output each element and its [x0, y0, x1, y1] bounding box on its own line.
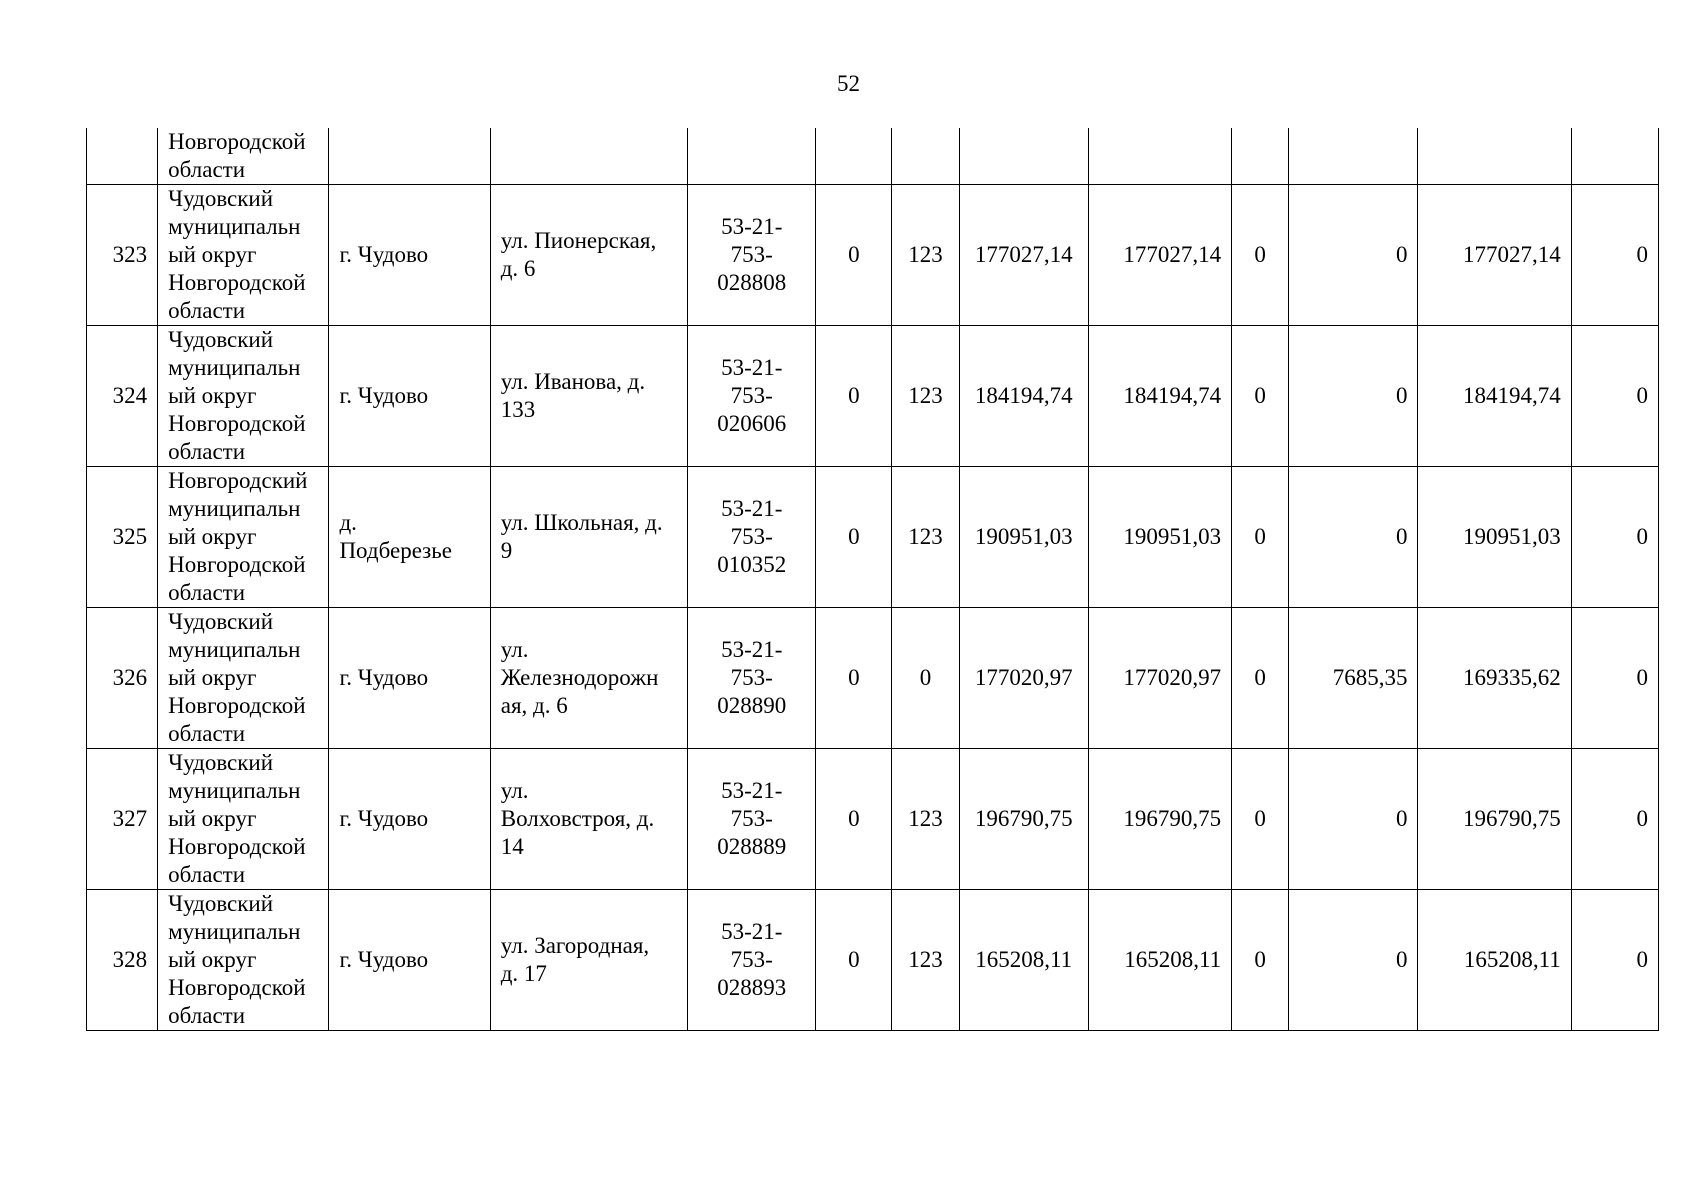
value-cell-9: 177027,14 — [1088, 185, 1231, 326]
settlement-cell — [329, 326, 490, 467]
municipality-line: ый округ — [168, 242, 257, 267]
value-cell-11: 0 — [1289, 185, 1418, 326]
value-cell-12: 184194,74 — [1418, 326, 1571, 467]
cadastral-code-line: 53-21- — [721, 214, 783, 239]
cadastral-code-line: 028893 — [717, 975, 787, 1000]
table-row — [87, 749, 1659, 890]
address-line: Железнодорожн — [500, 665, 659, 690]
settlement-cell — [329, 185, 490, 326]
value-cell-10: 0 — [1232, 467, 1289, 608]
municipality-line: Новгородской — [168, 129, 306, 154]
settlement-cell — [329, 608, 490, 749]
value-cell-8: 177020,97 — [959, 608, 1088, 749]
value-cell-7: 0 — [892, 608, 959, 749]
address-cell — [490, 185, 687, 326]
municipality-line: Новгородской — [168, 693, 306, 718]
table-row — [87, 890, 1659, 1031]
value-cell-7: 123 — [892, 890, 959, 1031]
cadastral-code-line: 028890 — [717, 693, 787, 718]
value-cell-12: 190951,03 — [1418, 467, 1571, 608]
value-cell-9: 165208,11 — [1088, 890, 1231, 1031]
municipality-cell — [158, 128, 329, 185]
value-cell-12: 169335,62 — [1418, 608, 1571, 749]
municipality-cell — [158, 749, 329, 890]
municipality-line: муниципальн — [168, 637, 301, 662]
value-cell-12: 177027,14 — [1418, 185, 1571, 326]
municipality-line: Новгородской — [168, 270, 306, 295]
cadastral-code-cell — [688, 608, 816, 749]
row-number-cell: 327 — [87, 749, 158, 890]
municipality-cell — [158, 326, 329, 467]
cadastral-code-line: 53-21- — [721, 496, 783, 521]
value-cell-6: 0 — [816, 608, 892, 749]
address-line: ул. Загородная, — [500, 933, 650, 958]
value-cell-11: 0 — [1289, 326, 1418, 467]
municipality-line: области — [168, 298, 246, 323]
cadastral-code-line: 753- — [730, 524, 773, 549]
municipality-line: области — [168, 580, 246, 605]
continued-row — [87, 128, 1659, 185]
cadastral-code-line: 028889 — [717, 834, 787, 859]
page-number: 52 — [837, 71, 860, 96]
value-cell-11: 0 — [1289, 749, 1418, 890]
cadastral-code-line: 53-21- — [721, 919, 783, 944]
table-row — [87, 467, 1659, 608]
address-cell — [490, 749, 687, 890]
address-line: д. 6 — [500, 256, 536, 281]
row-number-cell: 324 — [87, 326, 158, 467]
cadastral-code-line: 53-21- — [721, 778, 783, 803]
municipality-line: Чудовский — [168, 750, 274, 775]
settlement-line: д. — [339, 510, 357, 535]
cadastral-code-line: 53-21- — [721, 637, 783, 662]
value-cell-7: 123 — [892, 749, 959, 890]
address-line: Волховстроя, д. — [500, 806, 655, 831]
municipality-cell — [158, 467, 329, 608]
cadastral-code-line: 010352 — [717, 552, 787, 577]
value-cell-7: 123 — [892, 185, 959, 326]
municipality-line: ый округ — [168, 524, 257, 549]
address-line: 9 — [500, 538, 513, 563]
row-number-cell: 325 — [87, 467, 158, 608]
value-cell-13: 0 — [1571, 326, 1658, 467]
municipality-line: области — [168, 862, 246, 887]
cadastral-code-line: 753- — [730, 947, 773, 972]
address-line: 14 — [500, 834, 524, 859]
municipality-cell — [158, 185, 329, 326]
cadastral-code-line: 020606 — [717, 411, 787, 436]
value-cell-11: 0 — [1289, 467, 1418, 608]
value-cell-12: 196790,75 — [1418, 749, 1571, 890]
value-cell-10: 0 — [1232, 749, 1289, 890]
cadastral-code-cell — [688, 749, 816, 890]
value-cell-10: 0 — [1232, 608, 1289, 749]
value-cell-6: 0 — [816, 749, 892, 890]
table-row — [87, 326, 1659, 467]
municipality-line: Чудовский — [168, 327, 274, 352]
row-number-cell: 323 — [87, 185, 158, 326]
value-cell-9: 190951,03 — [1088, 467, 1231, 608]
value-cell-13: 0 — [1571, 185, 1658, 326]
settlement-line: г. Чудово — [339, 665, 429, 690]
municipality-line: Новгородской — [168, 975, 306, 1000]
table-body — [87, 185, 1659, 1031]
address-line: ул. Иванова, д. — [500, 369, 646, 394]
address-line: ул. — [500, 637, 529, 662]
cadastral-code-cell — [688, 185, 816, 326]
value-cell-13: 0 — [1571, 467, 1658, 608]
municipality-line: ый округ — [168, 947, 257, 972]
value-cell-6: 0 — [816, 326, 892, 467]
value-cell-10: 0 — [1232, 185, 1289, 326]
value-cell-13: 0 — [1571, 890, 1658, 1031]
municipality-line: Новгородской — [168, 411, 306, 436]
value-cell-6: 0 — [816, 185, 892, 326]
municipality-line: Новгородский — [168, 468, 308, 493]
municipality-line: муниципальн — [168, 496, 301, 521]
municipality-line: муниципальн — [168, 778, 301, 803]
settlement-line: Подберезье — [339, 538, 452, 563]
settlement-cell — [329, 890, 490, 1031]
row-number-cell: 328 — [87, 890, 158, 1031]
table-row — [87, 185, 1659, 326]
municipality-line: Чудовский — [168, 186, 274, 211]
value-cell-10: 0 — [1232, 326, 1289, 467]
address-line: 133 — [500, 397, 536, 422]
value-cell-10: 0 — [1232, 890, 1289, 1031]
cadastral-code-line: 53-21- — [721, 355, 783, 380]
address-line: ул. Школьная, д. — [500, 510, 663, 535]
value-cell-6: 0 — [816, 890, 892, 1031]
settlement-line: г. Чудово — [339, 806, 429, 831]
address-line: ул. Пионерская, — [500, 228, 657, 253]
value-cell-8: 177027,14 — [959, 185, 1088, 326]
address-line: ул. — [500, 778, 529, 803]
municipality-line: ый округ — [168, 665, 257, 690]
municipality-line: Новгородской — [168, 552, 306, 577]
registry-table — [86, 128, 1659, 1031]
value-cell-13: 0 — [1571, 608, 1658, 749]
value-cell-6: 0 — [816, 467, 892, 608]
municipality-cell — [158, 608, 329, 749]
value-cell-11: 0 — [1289, 890, 1418, 1031]
settlement-line: г. Чудово — [339, 242, 429, 267]
cadastral-code-cell — [688, 467, 816, 608]
municipality-line: области — [168, 157, 246, 182]
cadastral-code-line: 753- — [730, 806, 773, 831]
address-cell — [490, 890, 687, 1031]
cadastral-code-line: 753- — [730, 383, 773, 408]
cadastral-code-line: 028808 — [717, 270, 787, 295]
value-cell-8: 196790,75 — [959, 749, 1088, 890]
value-cell-9: 177020,97 — [1088, 608, 1231, 749]
municipality-line: муниципальн — [168, 355, 301, 380]
address-line: ая, д. 6 — [500, 693, 568, 718]
cadastral-code-line: 753- — [730, 665, 773, 690]
municipality-cell — [158, 890, 329, 1031]
settlement-cell — [329, 467, 490, 608]
value-cell-12: 165208,11 — [1418, 890, 1571, 1031]
municipality-line: области — [168, 721, 246, 746]
value-cell-8: 165208,11 — [959, 890, 1088, 1031]
value-cell-9: 196790,75 — [1088, 749, 1231, 890]
value-cell-8: 190951,03 — [959, 467, 1088, 608]
address-cell — [490, 326, 687, 467]
value-cell-9: 184194,74 — [1088, 326, 1231, 467]
municipality-line: области — [168, 439, 246, 464]
settlement-line: г. Чудово — [339, 947, 429, 972]
municipality-line: области — [168, 1003, 246, 1028]
row-number-cell: 326 — [87, 608, 158, 749]
municipality-line: Чудовский — [168, 609, 274, 634]
value-cell-11: 7685,35 — [1289, 608, 1418, 749]
cadastral-code-cell — [688, 890, 816, 1031]
value-cell-13: 0 — [1571, 749, 1658, 890]
cadastral-code-line: 753- — [730, 242, 773, 267]
address-cell — [490, 608, 687, 749]
municipality-line: муниципальн — [168, 919, 301, 944]
value-cell-8: 184194,74 — [959, 326, 1088, 467]
value-cell-7: 123 — [892, 467, 959, 608]
municipality-line: Чудовский — [168, 891, 274, 916]
municipality-line: муниципальн — [168, 214, 301, 239]
address-cell — [490, 467, 687, 608]
municipality-line: ый округ — [168, 383, 257, 408]
value-cell-7: 123 — [892, 326, 959, 467]
municipality-line: Новгородской — [168, 834, 306, 859]
cadastral-code-cell — [688, 326, 816, 467]
address-line: д. 17 — [500, 961, 547, 986]
municipality-line: ый округ — [168, 806, 257, 831]
settlement-cell — [329, 749, 490, 890]
table-row — [87, 608, 1659, 749]
settlement-line: г. Чудово — [339, 383, 429, 408]
